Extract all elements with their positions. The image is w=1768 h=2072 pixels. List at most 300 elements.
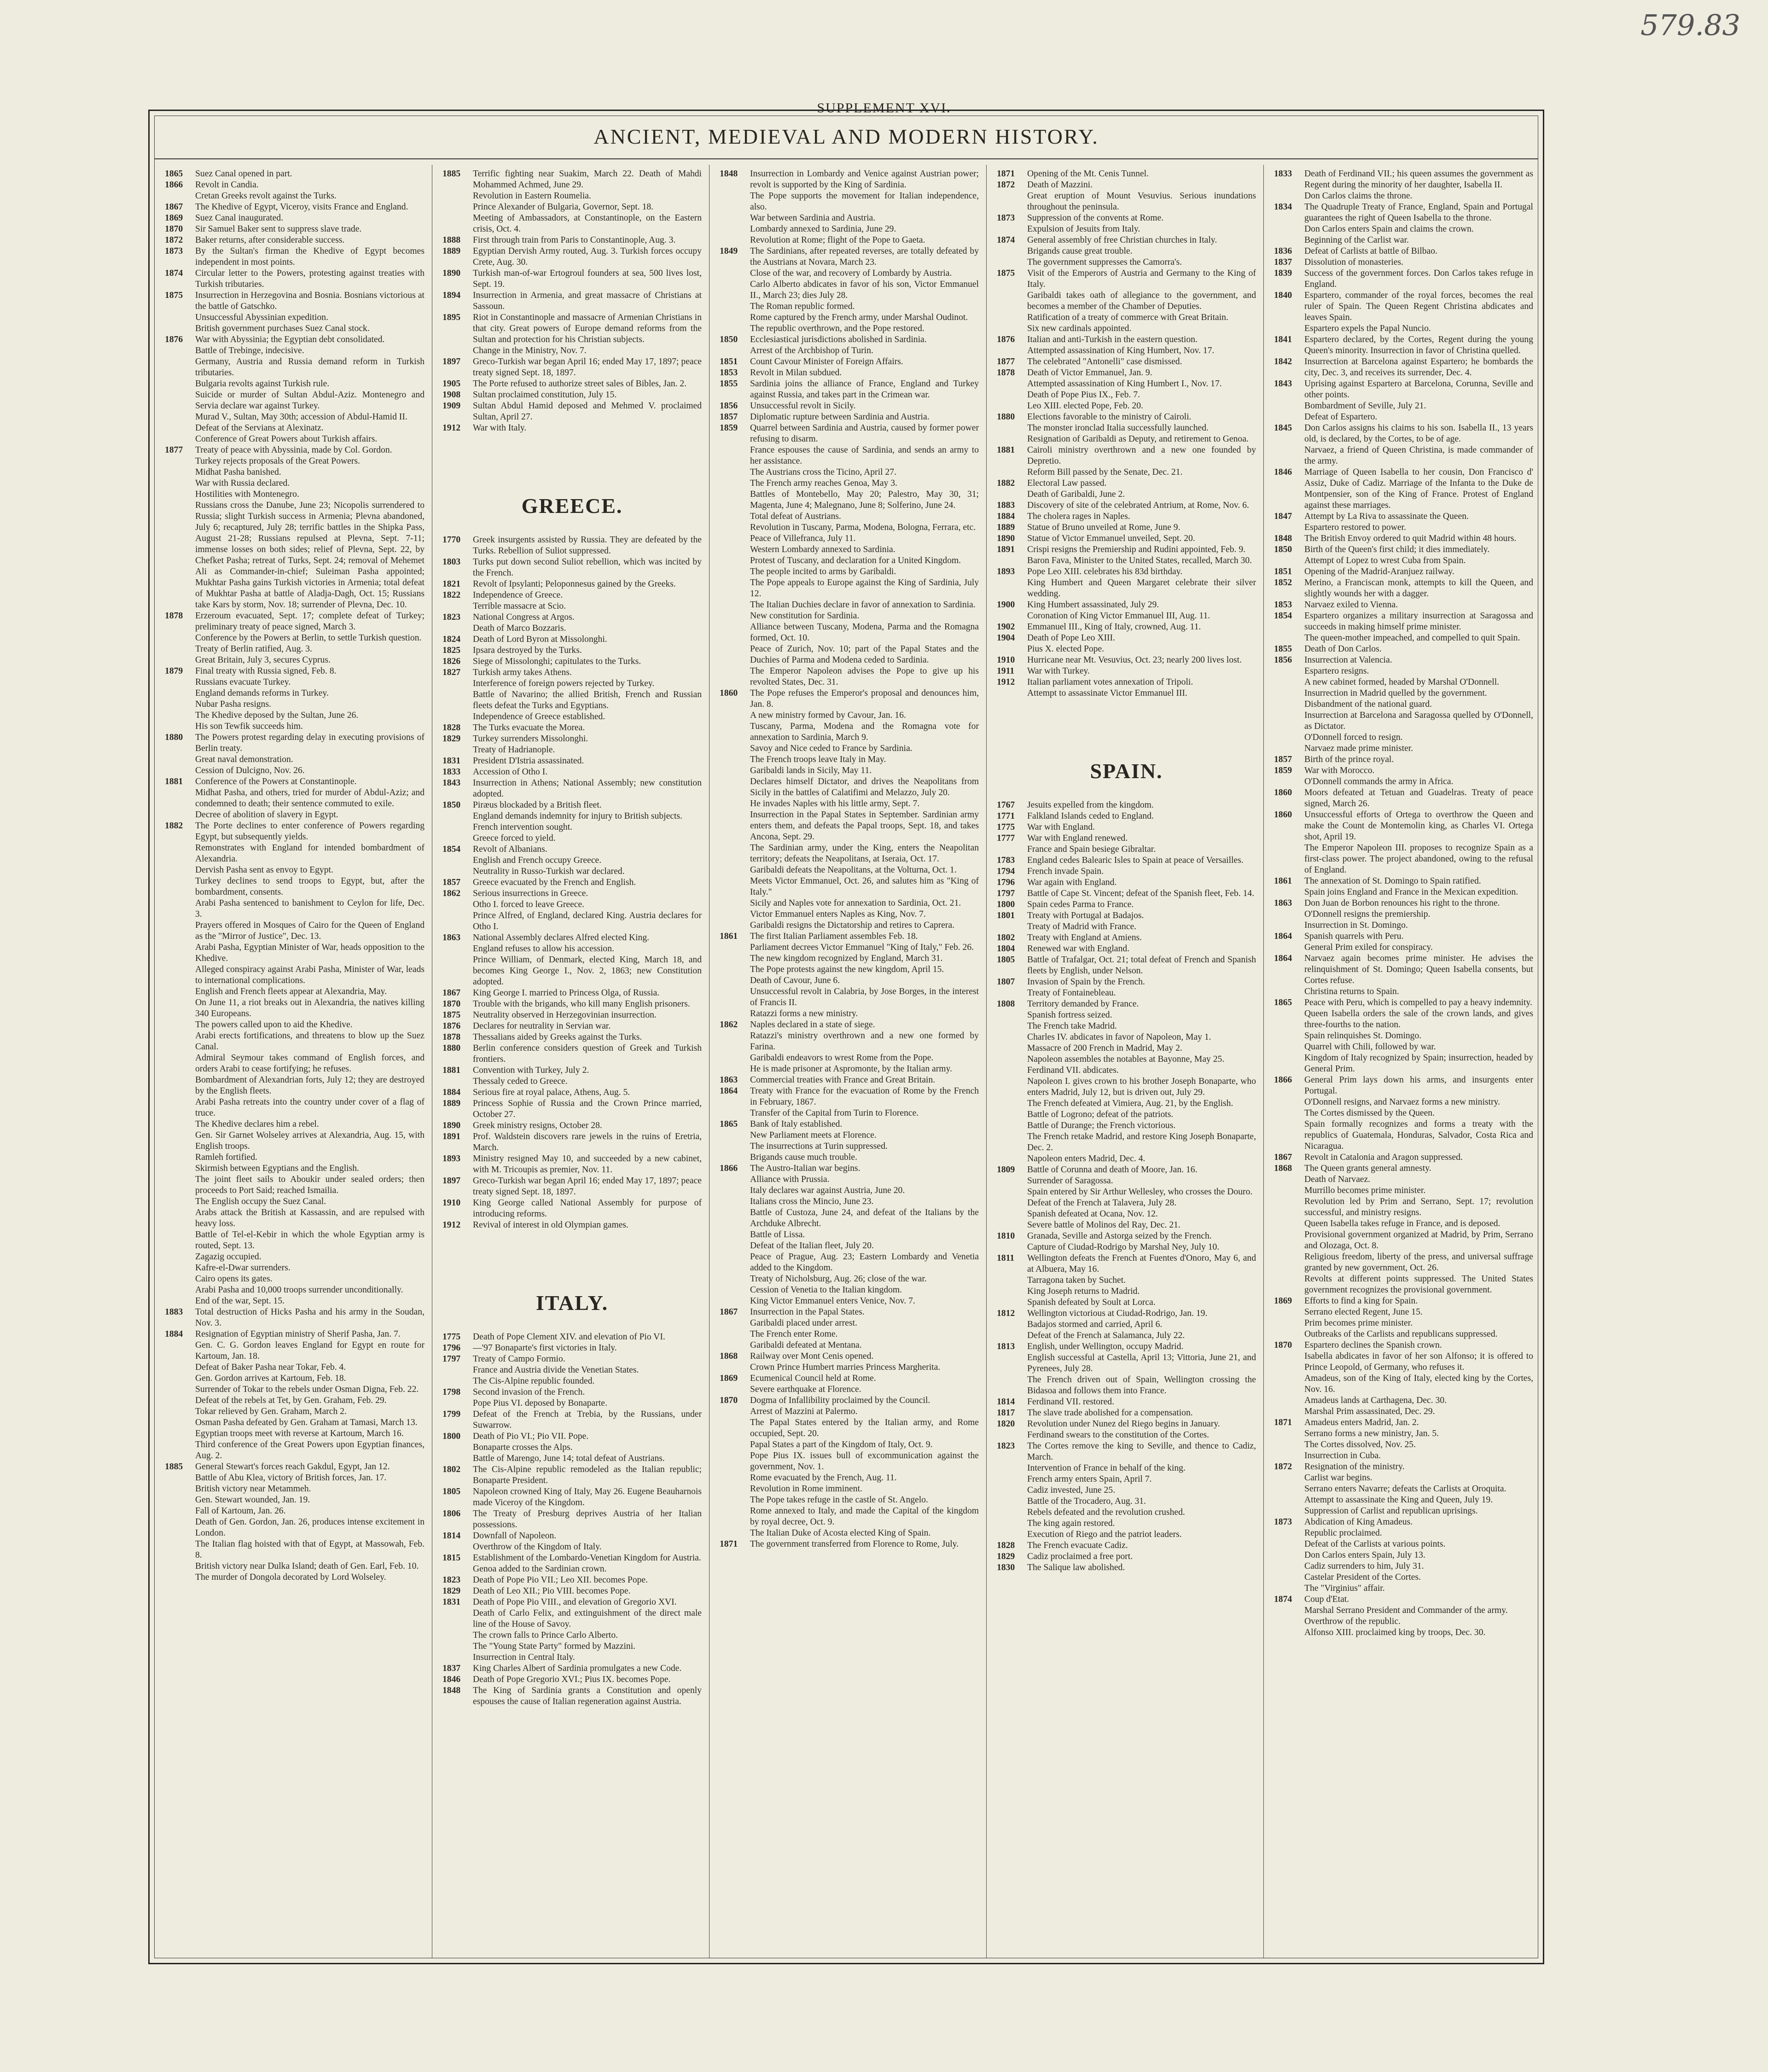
entry-year bbox=[720, 1207, 750, 1229]
timeline-entry bbox=[165, 1229, 425, 1251]
timeline-entry bbox=[1274, 1627, 1533, 1638]
entry-year bbox=[165, 467, 195, 478]
timeline-entry bbox=[442, 268, 702, 290]
timeline-entry bbox=[997, 877, 1256, 888]
entry-text: General Stewart's forces reach Gakdul, Egypt, Jan 12. bbox=[195, 1462, 390, 1472]
timeline-entry bbox=[165, 964, 425, 986]
timeline-entry bbox=[1274, 644, 1533, 655]
entry-text: Six new cardinals appointed. bbox=[1027, 324, 1132, 333]
entry-year: 1870 bbox=[165, 224, 183, 234]
entry-year bbox=[1274, 909, 1304, 920]
entry-text: Battle of Tel-el-Kebir in which the whole Egyptian army is routed, Sept. 13. bbox=[195, 1230, 425, 1251]
entry-text: The Pope takes refuge in the castle of St. Angelo. bbox=[750, 1495, 928, 1505]
entry-year bbox=[720, 522, 750, 533]
entry-year: 1874 bbox=[165, 268, 183, 278]
entry-year: 1775 bbox=[997, 822, 1015, 832]
entry-year bbox=[997, 423, 1027, 434]
entry-year bbox=[720, 1296, 750, 1307]
timeline-entry bbox=[720, 1163, 979, 1174]
entry-text: The French army reaches Genoa, May 3. bbox=[750, 478, 897, 488]
entry-year bbox=[1274, 1108, 1304, 1119]
timeline-entry bbox=[997, 180, 1256, 191]
entry-year: 1857 bbox=[720, 412, 738, 422]
entry-year: 1836 bbox=[1274, 246, 1292, 256]
entry-year bbox=[720, 622, 750, 644]
timeline-entry bbox=[165, 732, 425, 754]
entry-text: Ratification of a treaty of commerce with Great Britain. bbox=[1027, 313, 1228, 322]
entry-text: The English occupy the Suez Canal. bbox=[195, 1197, 326, 1206]
entry-year bbox=[165, 1561, 195, 1572]
entry-year bbox=[720, 345, 750, 356]
entry-text: Treaty with France for the evacuation of Rome by the French in February, 1867. bbox=[750, 1086, 979, 1107]
entry-year: 1777 bbox=[997, 833, 1015, 843]
entry-year bbox=[442, 1453, 473, 1464]
timeline-entry bbox=[1274, 1450, 1533, 1461]
entry-year bbox=[997, 489, 1027, 500]
entry-text: Rome evacuated by the French, Aug. 11. bbox=[750, 1473, 897, 1483]
entry-text: The French enter Rome. bbox=[750, 1329, 838, 1339]
entry-text: The new kingdom recognized by England, March 31. bbox=[750, 954, 943, 963]
entry-text: New constitution for Sardinia. bbox=[750, 611, 860, 621]
entry-text: Insurrection in Armenia, and great massacre of Christians at Sassoun. bbox=[473, 291, 702, 311]
timeline-entry bbox=[442, 378, 702, 390]
entry-year: 1881 bbox=[442, 1065, 461, 1075]
entry-year bbox=[997, 1043, 1027, 1054]
entry-year bbox=[1274, 1053, 1304, 1075]
entry-year bbox=[720, 666, 750, 688]
timeline-entry bbox=[442, 733, 702, 745]
entry-text: The first Italian Parliament assembles Feb. 18. bbox=[750, 931, 918, 941]
timeline-entry bbox=[720, 533, 979, 544]
timeline-entry bbox=[1274, 1528, 1533, 1539]
entry-text: Final treaty with Russia signed, Feb. 8. bbox=[195, 666, 337, 676]
timeline-entry bbox=[1274, 1329, 1533, 1340]
entry-text: French army enters Spain, April 7. bbox=[1027, 1474, 1152, 1484]
entry-text: Death of Pope Pius IX., Feb. 7. bbox=[1027, 390, 1140, 400]
entry-text: Western Lombardy annexed to Sardinia. bbox=[750, 545, 896, 554]
entry-year bbox=[720, 1285, 750, 1296]
page-frame-inner bbox=[154, 116, 1538, 1958]
entry-text: Kafre-el-Dwar surrenders. bbox=[195, 1263, 291, 1273]
timeline-entry bbox=[442, 1343, 702, 1354]
timeline-entry bbox=[997, 1253, 1256, 1275]
entry-year: 1842 bbox=[1274, 357, 1292, 367]
entry-year: 1803 bbox=[442, 557, 461, 567]
timeline-entry bbox=[1274, 1495, 1533, 1506]
entry-text: He is made prisoner at Aspromonte, by the Italian army. bbox=[750, 1064, 952, 1074]
entry-text: Remonstrates with England for intended bombardment of Alexandria. bbox=[195, 843, 425, 864]
entry-year bbox=[997, 1518, 1027, 1529]
entry-text: Turkey surrenders Missolonghi. bbox=[473, 734, 588, 744]
timeline-entry bbox=[1274, 1174, 1533, 1185]
timeline-entry bbox=[165, 235, 425, 246]
entry-year: 1864 bbox=[1274, 954, 1292, 963]
entry-text: Death of Cavour, June 6. bbox=[750, 976, 840, 985]
timeline-entry bbox=[997, 811, 1256, 822]
timeline-entry bbox=[720, 975, 979, 986]
timeline-entry bbox=[1274, 986, 1533, 997]
entry-text: Queen Isabella takes refuge in France, and is deposed. bbox=[1304, 1219, 1500, 1228]
timeline-entry bbox=[997, 1187, 1256, 1198]
entry-year bbox=[997, 1485, 1027, 1496]
entry-year bbox=[720, 1340, 750, 1351]
entry-text: Pope Pius IX. issues bull of excommunication against the government, Nov. 1. bbox=[750, 1451, 979, 1472]
timeline-entry bbox=[442, 623, 702, 634]
entry-year bbox=[997, 257, 1027, 268]
entry-year bbox=[720, 279, 750, 301]
column-5 bbox=[1263, 165, 1541, 1958]
entry-year: 1862 bbox=[442, 889, 461, 898]
timeline-entry bbox=[720, 412, 979, 423]
entry-text: Diplomatic rupture between Sardinia and Austria. bbox=[750, 412, 930, 422]
entry-year bbox=[720, 1417, 750, 1439]
entry-text: Tuscany, Parma, Modena and the Romagna vote for annexation to Sardinia, March 9. bbox=[750, 722, 979, 742]
timeline-entry bbox=[1274, 224, 1533, 235]
entry-text: Erzeroum evacuated, Sept. 17; complete defeat of Turkey; preliminary treaty of peace signed, March 3. bbox=[195, 611, 425, 632]
entry-year: 1891 bbox=[997, 545, 1015, 554]
entry-year bbox=[1274, 522, 1304, 533]
entry-text: Alfonso XIII. proclaimed king by troops, Dec. 30. bbox=[1304, 1628, 1486, 1637]
entry-text: Hostilities with Montenegro. bbox=[195, 489, 299, 499]
entry-year: 1880 bbox=[997, 412, 1015, 422]
timeline-entry bbox=[165, 180, 425, 191]
entry-text: Great naval demonstration. bbox=[195, 755, 293, 764]
timeline-entry bbox=[720, 986, 979, 1008]
entry-text: A new cabinet formed, headed by Marshal O'Donnell. bbox=[1304, 677, 1500, 687]
entry-text: Rome captured by the French army, under Marshal Oudinot. bbox=[750, 313, 968, 322]
entry-text: Resignation of Egyptian ministry of Sherif Pasha, Jan. 7. bbox=[195, 1329, 401, 1339]
column-1 bbox=[155, 165, 432, 1958]
timeline-entry bbox=[165, 1030, 425, 1053]
entry-text: Napoleon I. gives crown to his brother Joseph Bonaparte, who enters Madrid, July 12, but is driven out, July 29. bbox=[1027, 1077, 1256, 1097]
entry-year bbox=[997, 191, 1027, 213]
entry-year bbox=[165, 920, 195, 942]
timeline-entry bbox=[1274, 876, 1533, 887]
timeline-entry bbox=[165, 1263, 425, 1274]
column-4 bbox=[986, 165, 1263, 1958]
timeline-entry bbox=[720, 334, 979, 345]
timeline-entry bbox=[1274, 356, 1533, 378]
timeline-entry bbox=[165, 390, 425, 412]
entry-text: Outbreaks of the Carlists and republicans suppressed. bbox=[1304, 1329, 1498, 1339]
entry-year bbox=[442, 623, 473, 634]
entry-text: Spanish fortress seized. bbox=[1027, 1010, 1112, 1020]
timeline-entry bbox=[720, 1506, 979, 1528]
timeline-entry bbox=[165, 1196, 425, 1207]
entry-year: 1908 bbox=[442, 390, 461, 400]
entry-text: England demands reforms in Turkey. bbox=[195, 688, 329, 698]
entry-text: Greco-Turkish war began April 16; ended May 17, 1897; peace treaty signed Sept. 18, 1897. bbox=[473, 357, 702, 378]
entry-text: Ramleh fortified. bbox=[195, 1152, 257, 1162]
entry-year bbox=[165, 865, 195, 876]
entry-text: War with Italy. bbox=[473, 423, 527, 433]
entry-text: Cadiz invested, June 25. bbox=[1027, 1485, 1116, 1495]
timeline-entry bbox=[1274, 412, 1533, 423]
entry-year: 1864 bbox=[720, 1086, 738, 1096]
timeline-entry bbox=[1274, 202, 1533, 224]
entry-year: 1881 bbox=[997, 445, 1015, 455]
entry-text: Ratazzi's ministry overthrown and a new one formed by Farina. bbox=[750, 1031, 979, 1052]
timeline-entry bbox=[1274, 1196, 1533, 1218]
timeline-entry bbox=[997, 467, 1256, 478]
entry-year: 1843 bbox=[442, 778, 461, 788]
timeline-entry bbox=[997, 622, 1256, 633]
entry-text: The Porte refused to authorize street sales of Bibles, Jan. 2. bbox=[473, 379, 687, 389]
timeline-entry bbox=[720, 1130, 979, 1141]
entry-text: Merino, a Franciscan monk, attempts to kill the Queen, and slightly wounds her with a dagger. bbox=[1304, 578, 1533, 599]
entry-text: Christina returns to Spain. bbox=[1304, 987, 1399, 996]
entry-text: The French driven out of Spain, Wellington crossing the Bidasoa and follows them into France. bbox=[1027, 1375, 1256, 1396]
entry-text: General Prim exiled for conspiracy. bbox=[1304, 943, 1433, 952]
timeline-entry bbox=[1274, 931, 1533, 942]
timeline-entry bbox=[1274, 765, 1533, 776]
timeline-entry bbox=[442, 932, 702, 943]
timeline-entry bbox=[997, 1297, 1256, 1308]
timeline-entry bbox=[442, 1486, 702, 1508]
entry-year: 1796 bbox=[997, 878, 1015, 887]
entry-year bbox=[1274, 1473, 1304, 1484]
entry-year: 1884 bbox=[997, 512, 1015, 521]
entry-text: Protest of Tuscany, and declaration for a United Kingdom. bbox=[750, 556, 961, 565]
entry-text: Insurrection in the Papal States in September. Sardinian army enters them, and defeats the Papal troops, Sept. 18, and takes Ancona, Sept. 29. bbox=[750, 810, 979, 842]
timeline-entry bbox=[1274, 290, 1533, 323]
entry-text: Arrest of Mazzini at Palermo. bbox=[750, 1407, 858, 1416]
entry-text: The government transferred from Florence to Rome, July. bbox=[750, 1539, 959, 1549]
entry-year bbox=[442, 689, 473, 711]
timeline-entry bbox=[720, 555, 979, 566]
entry-year bbox=[720, 1152, 750, 1163]
entry-text: Coronation of King Victor Emmanuel III, Aug. 11. bbox=[1027, 611, 1210, 621]
entry-text: Uprising against Espartero at Barcelona, Corunna, Seville and other points. bbox=[1304, 379, 1533, 400]
timeline-entry bbox=[720, 1329, 979, 1340]
timeline-entry bbox=[997, 412, 1256, 423]
entry-year bbox=[997, 1330, 1027, 1341]
entry-year bbox=[1274, 1185, 1304, 1196]
entry-year: 1875 bbox=[442, 1010, 461, 1020]
column-3 bbox=[709, 165, 986, 1958]
entry-text: Revolution in Eastern Roumelia. bbox=[473, 191, 591, 201]
entry-text: War with England renewed. bbox=[1027, 833, 1128, 843]
entry-year bbox=[1274, 1229, 1304, 1251]
entry-text: Carlist war begins. bbox=[1304, 1473, 1373, 1483]
timeline-entry bbox=[1274, 942, 1533, 953]
entry-text: The cholera rages in Naples. bbox=[1027, 512, 1130, 521]
timeline-entry bbox=[442, 855, 702, 866]
entry-text: Prince William, of Denmark, elected King, March 18, and becomes King George I., Nov. 2, 1863; new Constitution adopted. bbox=[473, 955, 702, 987]
entry-year bbox=[997, 1474, 1027, 1485]
entry-text: Resignation of Garibaldi as Deputy, and retirement to Genoa. bbox=[1027, 434, 1249, 444]
entry-text: Close of the war, and recovery of Lombardy by Austria. bbox=[750, 268, 952, 278]
timeline-entry bbox=[997, 1352, 1256, 1374]
entry-text: Prayers offered in Mosques of Cairo for the Queen of England as the "Mirror of Justice", Dec. 13. bbox=[195, 920, 425, 941]
entry-year: 1871 bbox=[720, 1539, 738, 1549]
entry-text: Attempt to assassinate the King and Queen, July 19. bbox=[1304, 1495, 1493, 1505]
timeline-entry bbox=[720, 1473, 979, 1484]
timeline-entry bbox=[720, 1373, 979, 1384]
entry-year bbox=[720, 1196, 750, 1207]
entry-year bbox=[720, 533, 750, 544]
timeline-entry bbox=[997, 246, 1256, 257]
entry-text: Defeat of the Servians at Alexinatz. bbox=[195, 423, 324, 433]
entry-text: Espartero restored to power. bbox=[1304, 523, 1406, 532]
entry-text: Savoy and Nice ceded to France by Sardinia. bbox=[750, 744, 913, 753]
entry-year: 1812 bbox=[997, 1309, 1015, 1318]
entry-year: 1870 bbox=[442, 999, 461, 1009]
timeline-entry bbox=[720, 1053, 979, 1064]
entry-text: Ministry resigned May 10, and succeeded by a new cabinet, with M. Tricoupis as premier, Nov. 11. bbox=[473, 1154, 702, 1175]
entry-year: 1821 bbox=[442, 579, 461, 589]
entry-text: Sultan Abdul Hamid deposed and Mehmed V. proclaimed Sultan, April 27. bbox=[473, 401, 702, 422]
entry-year: 1884 bbox=[442, 1088, 461, 1097]
entry-year bbox=[1274, 1042, 1304, 1053]
entry-year: 1877 bbox=[997, 357, 1015, 367]
timeline-entry bbox=[720, 1340, 979, 1351]
entry-text: Espartero, commander of the royal forces, becomes the real ruler of Spain. The Queen Regent Christina abdicates and leaves Spain. bbox=[1304, 291, 1533, 322]
timeline-entry bbox=[442, 590, 702, 601]
timeline-entry bbox=[165, 1019, 425, 1030]
entry-year: 1877 bbox=[165, 445, 183, 455]
entry-text: War with Morocco. bbox=[1304, 766, 1375, 775]
timeline-entry bbox=[165, 699, 425, 710]
timeline-entry bbox=[1274, 511, 1533, 522]
entry-year: 1879 bbox=[165, 666, 183, 676]
entry-text: English and French occupy Greece. bbox=[473, 856, 602, 865]
timeline-entry bbox=[997, 1430, 1256, 1441]
timeline-entry bbox=[1274, 1340, 1533, 1351]
entry-year: 1867 bbox=[1274, 1152, 1292, 1162]
entry-text: Dissolution of monasteries. bbox=[1304, 257, 1403, 267]
entry-text: Murrillo becomes prime minister. bbox=[1304, 1186, 1426, 1195]
entry-year: 1831 bbox=[442, 1597, 461, 1607]
timeline-entry bbox=[442, 1076, 702, 1087]
timeline-entry bbox=[442, 1220, 702, 1231]
entry-year: 1869 bbox=[1274, 1296, 1292, 1306]
entry-text: Disbandment of the national guard. bbox=[1304, 699, 1432, 709]
entry-year bbox=[165, 898, 195, 920]
entry-text: Espartero declines the Spanish crown. bbox=[1304, 1340, 1442, 1350]
entry-text: Garibaldi defeated at Mentana. bbox=[750, 1340, 862, 1350]
entry-year: 1825 bbox=[442, 646, 461, 655]
entry-year: 1848 bbox=[1274, 534, 1292, 543]
timeline-entry bbox=[442, 811, 702, 822]
entry-year bbox=[442, 1652, 473, 1663]
entry-year bbox=[720, 478, 750, 489]
timeline-entry bbox=[720, 1174, 979, 1185]
entry-text: Treaty with England at Amiens. bbox=[1027, 933, 1142, 943]
timeline-entry bbox=[442, 800, 702, 811]
entry-year bbox=[165, 1152, 195, 1163]
entry-text: Brigands cause much trouble. bbox=[750, 1152, 857, 1162]
timeline-entry bbox=[997, 1319, 1256, 1330]
entry-year bbox=[720, 566, 750, 577]
timeline-entry bbox=[1274, 169, 1533, 191]
entry-text: Serious insurrections in Greece. bbox=[473, 889, 588, 898]
entry-year bbox=[1274, 1406, 1304, 1417]
timeline-entry bbox=[1274, 1108, 1533, 1119]
timeline-entry bbox=[1274, 268, 1533, 290]
entry-text: Jesuits expelled from the kingdom. bbox=[1027, 800, 1154, 810]
entry-text: Count Cavour Minister of Foreign Affairs. bbox=[750, 357, 903, 367]
entry-year bbox=[165, 412, 195, 423]
entry-text: Carlo Alberto abdicates in favor of his son, Victor Emmanuel II., March 23; dies July 28. bbox=[750, 279, 979, 300]
entry-text: Don Carlos enters Spain and claims the crown. bbox=[1304, 224, 1474, 234]
entry-text: War with Russia declared. bbox=[195, 478, 290, 488]
entry-year bbox=[997, 390, 1027, 401]
entry-year bbox=[720, 1318, 750, 1329]
entry-text: Visit of the Emperors of Austria and Germany to the King of Italy. bbox=[1027, 268, 1256, 289]
entry-year: 1823 bbox=[442, 1575, 461, 1585]
entry-text: Arabi Pasha, Egyptian Minister of War, heads opposition to the Khedive. bbox=[195, 943, 425, 963]
entry-text: Hurricane near Mt. Vesuvius, Oct. 23; nearly 200 lives lost. bbox=[1027, 655, 1242, 665]
entry-year bbox=[165, 1274, 195, 1285]
timeline-entry bbox=[720, 1539, 979, 1550]
entry-text: Turkey declines to send troops to Egypt, but, after the bombardment, consents. bbox=[195, 876, 425, 897]
entry-text: Cretan Greeks revolt against the Turks. bbox=[195, 191, 337, 201]
entry-text: Zagazig occupied. bbox=[195, 1252, 262, 1262]
entry-year: 1885 bbox=[165, 1462, 183, 1472]
entry-text: Territory demanded by France. bbox=[1027, 999, 1139, 1009]
entry-text: Establishment of the Lombardo-Venetian Kingdom for Austria. bbox=[473, 1553, 701, 1563]
timeline-entry bbox=[720, 279, 979, 301]
entry-text: The queen-mother impeached, and compelled to quit Spain. bbox=[1304, 633, 1520, 643]
timeline-entry bbox=[442, 1365, 702, 1376]
entry-text: Midhat Pasha, and others, tried for murder of Abdul-Aziz; and condemned to death; their sentence commuted to exile. bbox=[195, 788, 425, 809]
entry-year bbox=[997, 1220, 1027, 1231]
entry-text: The murder of Dongola decorated by Lord Wolseley. bbox=[195, 1572, 386, 1582]
entry-text: Garibaldi lands in Sicily, May 11. bbox=[750, 766, 872, 775]
timeline-entry bbox=[442, 877, 702, 888]
entry-year bbox=[442, 745, 473, 756]
timeline-entry bbox=[1274, 235, 1533, 246]
timeline-entry bbox=[1274, 611, 1533, 633]
timeline-entry bbox=[720, 1152, 979, 1163]
timeline-entry bbox=[165, 1163, 425, 1174]
entry-year bbox=[720, 644, 750, 666]
entry-year: 1849 bbox=[720, 246, 738, 256]
entry-year bbox=[720, 1484, 750, 1495]
entry-text: Commercial treaties with France and Great Britain. bbox=[750, 1075, 936, 1085]
timeline-entry bbox=[997, 1419, 1256, 1430]
entry-text: Treaty with Portugal at Badajos. bbox=[1027, 911, 1144, 920]
entry-text: Spanish defeated by Soult at Lorca. bbox=[1027, 1298, 1156, 1307]
timeline-entry bbox=[1274, 920, 1533, 931]
section-heading: GREECE. bbox=[521, 494, 623, 518]
entry-year: 1830 bbox=[997, 1563, 1015, 1572]
timeline-entry bbox=[165, 456, 425, 467]
timeline-entry bbox=[165, 876, 425, 898]
timeline-entry bbox=[997, 1098, 1256, 1109]
timeline-entry bbox=[442, 557, 702, 579]
entry-text: Treaty of Hadrianople. bbox=[473, 745, 555, 755]
entry-year bbox=[442, 833, 473, 844]
timeline-entry bbox=[1274, 1053, 1533, 1075]
entry-text: Transfer of the Capital from Turin to Florence. bbox=[750, 1108, 919, 1118]
entry-text: Death of Pope Pio VIII., and elevation of Gregorio XVI. bbox=[473, 1597, 677, 1607]
entry-year: 1798 bbox=[442, 1387, 461, 1397]
timeline-entry bbox=[442, 423, 702, 434]
entry-year: 1829 bbox=[997, 1552, 1015, 1561]
timeline-entry bbox=[165, 997, 425, 1019]
entry-year bbox=[720, 1174, 750, 1185]
timeline-entry bbox=[1274, 1075, 1533, 1097]
entry-text: Defeat of the rebels at Tet, by Gen. Graham, Feb. 29. bbox=[195, 1396, 387, 1405]
entry-text: Battle of Trebinge, indecisive. bbox=[195, 346, 304, 355]
timeline-entry bbox=[997, 555, 1256, 566]
timeline-entry bbox=[442, 1652, 702, 1663]
timeline-entry bbox=[165, 721, 425, 732]
entry-text: The Pope protests against the new kingdom, April 15. bbox=[750, 965, 944, 974]
entry-text: Coup d'Etat. bbox=[1304, 1595, 1349, 1604]
